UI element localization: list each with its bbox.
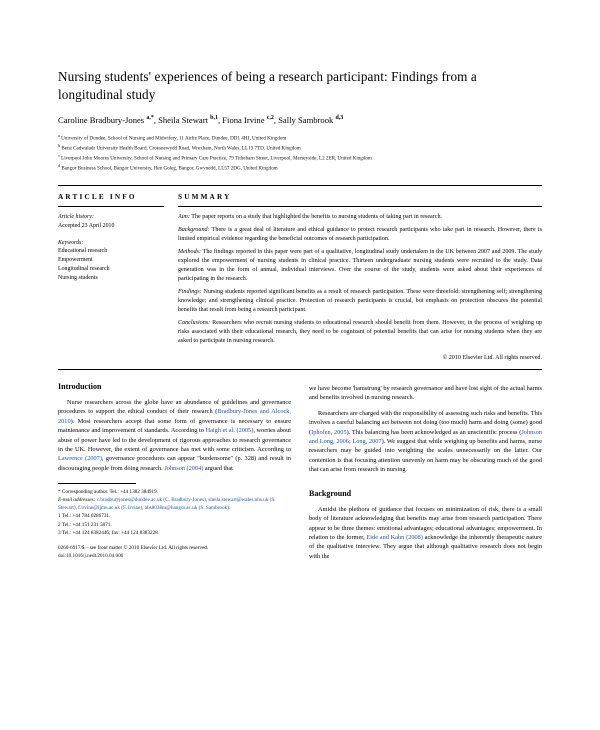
affiliation-item: $^b$ Betsi Cadwaladr University Health Board, Croesnewydd Road, Wrexham, North Wales, LL13 7TD, United Kingdom [58, 142, 301, 152]
body-paragraph: Nurse researchers across the globe have an abundance of guidelines and governance procedures to support the ethical conduct of their research (Bradbury-Jones and Alcock, 2010). Most researchers accept that some form of governance is necessary to ensure maintenance and improvement of standards. According to Haigh et al. (2005), worries about abuse of power have led to the development of rigorous approaches to research governance in the UK. However, the extent of governance has met with some criticism. According to Lawrence (2007), governance procedures can appear "burdensome" (p. 328) and result in discouraging people from doing research. Johnson (2004) argued that [58, 398, 292, 472]
abstract-paragraph [178, 288, 542, 315]
summary-rule [178, 206, 542, 207]
summary-heading: SUMMARY [178, 192, 232, 201]
email-addresses[interactable]: c.bradburyjones@dundee.ac.uk (C. Bradbury-Jones), sheila.stewart@wales.nhs.uk (S. Stewart), f.irvine@ljmu.ac.uk (F. Irvine), abs8038m@bangor.ac.uk (S. Sambrook). [58, 497, 276, 512]
keyword-item: Nursing students [58, 275, 98, 282]
abstract-lead: Methods: [178, 248, 202, 255]
abstract-text: Researchers who recruit nursing students to educational research should benefit from them. However, in the process of weighing up risks associated with their educational research, they need to be cognizant of potential benefits that can arise for nursing students when they are asked to participate in nursing research. [178, 319, 542, 344]
telephone-note: 3 Tel.: +44 124 8382446; fax: +44 124 8383228. [58, 529, 160, 536]
keywords-label: Keywords: [58, 239, 84, 246]
abstract-text: The paper reports on a study that highlighted the benefits to nursing students of taking part in research. [189, 213, 443, 220]
abstract-lead: Background: [178, 226, 210, 233]
keywords-list [58, 247, 164, 284]
email-label: E-mail addresses: [58, 497, 96, 504]
copyright-line: © 2010 Elsevier Ltd. All rights reserved. [442, 354, 542, 361]
article-history-value: Accepted 23 April 2010 [58, 222, 115, 229]
divider-above-infobar [58, 185, 542, 186]
abstract-lead: Conclusions: [178, 319, 211, 326]
article-history-label: Article history: [58, 213, 94, 220]
body-paragraph: Amidst the plethora of guidance that focuses on minimization of risk, there is a small body of literature acknowledging that benefits may arise from research participation. There appear to be three themes: emotional advantages; educational advantages; empowerment. In relation to the former, Eide and Kahn (2008) acknowledge the inherently therapeutic nature of the qualitative interview. They argue that although qualitative research does not begin with the [309, 505, 542, 560]
abstract-paragraph [178, 319, 542, 346]
journal-footer [58, 544, 291, 560]
author-list: Caroline Bradbury-Jones $^{a,*}$, Sheila Stewart $^{b,1}$, Fiona Irvine $^{c,2}$, Sally Sambrook $^{d,3}$ [58, 114, 344, 125]
telephone-note: 1 Tel.: +44 784 0286731. [58, 513, 111, 520]
abstract-text: Nursing students reported significant benefits as a result of research participation. These were threefold: strengthening self; strengthening knowledge; and strengthening clinical practice. Protection of research participants is crucial, but emphasis on protection obscures the potential benefits that result from being a research participant. [178, 288, 542, 313]
keyword-item: Longitudinal research [58, 266, 110, 273]
abstract-paragraph [178, 226, 542, 244]
section-heading-introduction: Introduction [58, 381, 102, 391]
section-heading-background: Background [309, 488, 352, 498]
affiliation-item: $^d$ Bangor Business School, Bangor University, Hen Goleg, Bangor, Gwynedd, LL57 2DG, United Kingdom [58, 162, 278, 172]
body-paragraph: we have become 'hamstrung' by research governance and have lost sight of the actual harms and benefits involved in nursing research. [309, 384, 542, 402]
article-info-column [58, 193, 174, 361]
body-paragraph: Researchers are charged with the responsibility of assessing such risks and benefits. This involves a careful balancing act between not doing (too much) harm and doing (some) good (Iphofen, 2005). This balancing has been acknowledged as an unscientific process (Johnson and Long, 2006; Long, 2007). We suggest that while weighing up benefits and harms, nurse researchers may be guided into weighting the scales unnecessarily on the latter. Our contention is that focusing attention unevenly on harm may be obscuring much of the good that can arise from research in nursing. [309, 409, 542, 474]
body-columns [58, 382, 542, 568]
article-history [58, 213, 164, 231]
keyword-item: Empowerment [58, 256, 93, 263]
abstract-lead: Aim: [178, 213, 190, 220]
telephone-note: 2 Tel.: +44 151 231 5871. [58, 521, 112, 528]
affiliation-item: $^a$ University of Dundee, School of Nursing and Midwifery, 11 Airlie Place, Dundee, DD1 4HJ, United Kingdom [58, 132, 287, 142]
paper-sheet [28, 42, 572, 690]
article-info-heading: ARTICLE INFO [58, 192, 137, 201]
abstract-paragraph [178, 213, 542, 222]
email-note [58, 496, 291, 512]
summary-column [174, 193, 542, 361]
affiliation-list [58, 133, 542, 173]
footnote-rule [58, 483, 136, 484]
doi-line[interactable]: doi:10.1016/j.nedt.2010.04.006 [58, 552, 124, 559]
abstract [178, 213, 542, 346]
abstract-text: The findings reported in this paper were part of a qualitative, longitudinal study undertaken in the UK between 2007 and 2009. The study explored the empowerment of nursing students in clinical practice. Thirteen undergraduate nursing students were recruited to the study. Data generation was in the form of annual, individual interviews. Over the course of the study, students were asked about their experiences of participating in the research. [178, 248, 542, 282]
footnote-block [58, 488, 291, 536]
abstract-paragraph [178, 248, 542, 284]
issn-line: 0260-6917/$ – see front matter © 2010 Elsevier Ltd. All rights reserved. [58, 544, 209, 551]
abstract-lead: Findings: [178, 288, 202, 295]
affiliation-item: $^c$ Liverpool John Moores University, School of Nursing and Primary Care Practice, 79 Tithebarn Street, Liverpool, Merseyside, L2 2ER, United Kingdom [58, 152, 372, 162]
body-column-left [58, 382, 291, 568]
telephone-notes [58, 512, 291, 536]
keyword-item: Educational research [58, 247, 108, 254]
divider-below-infobar [58, 369, 542, 370]
article-info-rule [58, 206, 164, 207]
body-column-right [309, 382, 542, 568]
corresponding-author-note: * Corresponding author. Tel.: +44 1382 384919. [58, 489, 159, 496]
abstract-text: There is a great deal of literature and ethical guidance to protect research participants who take part in research. However, there is limited empirical evidence regarding the beneficial outcomes of research participation. [178, 226, 542, 242]
article-info-summary-band [58, 193, 542, 361]
page-title: Nursing students' experiences of being a research participant: Findings from a longitudinal study [58, 69, 477, 102]
